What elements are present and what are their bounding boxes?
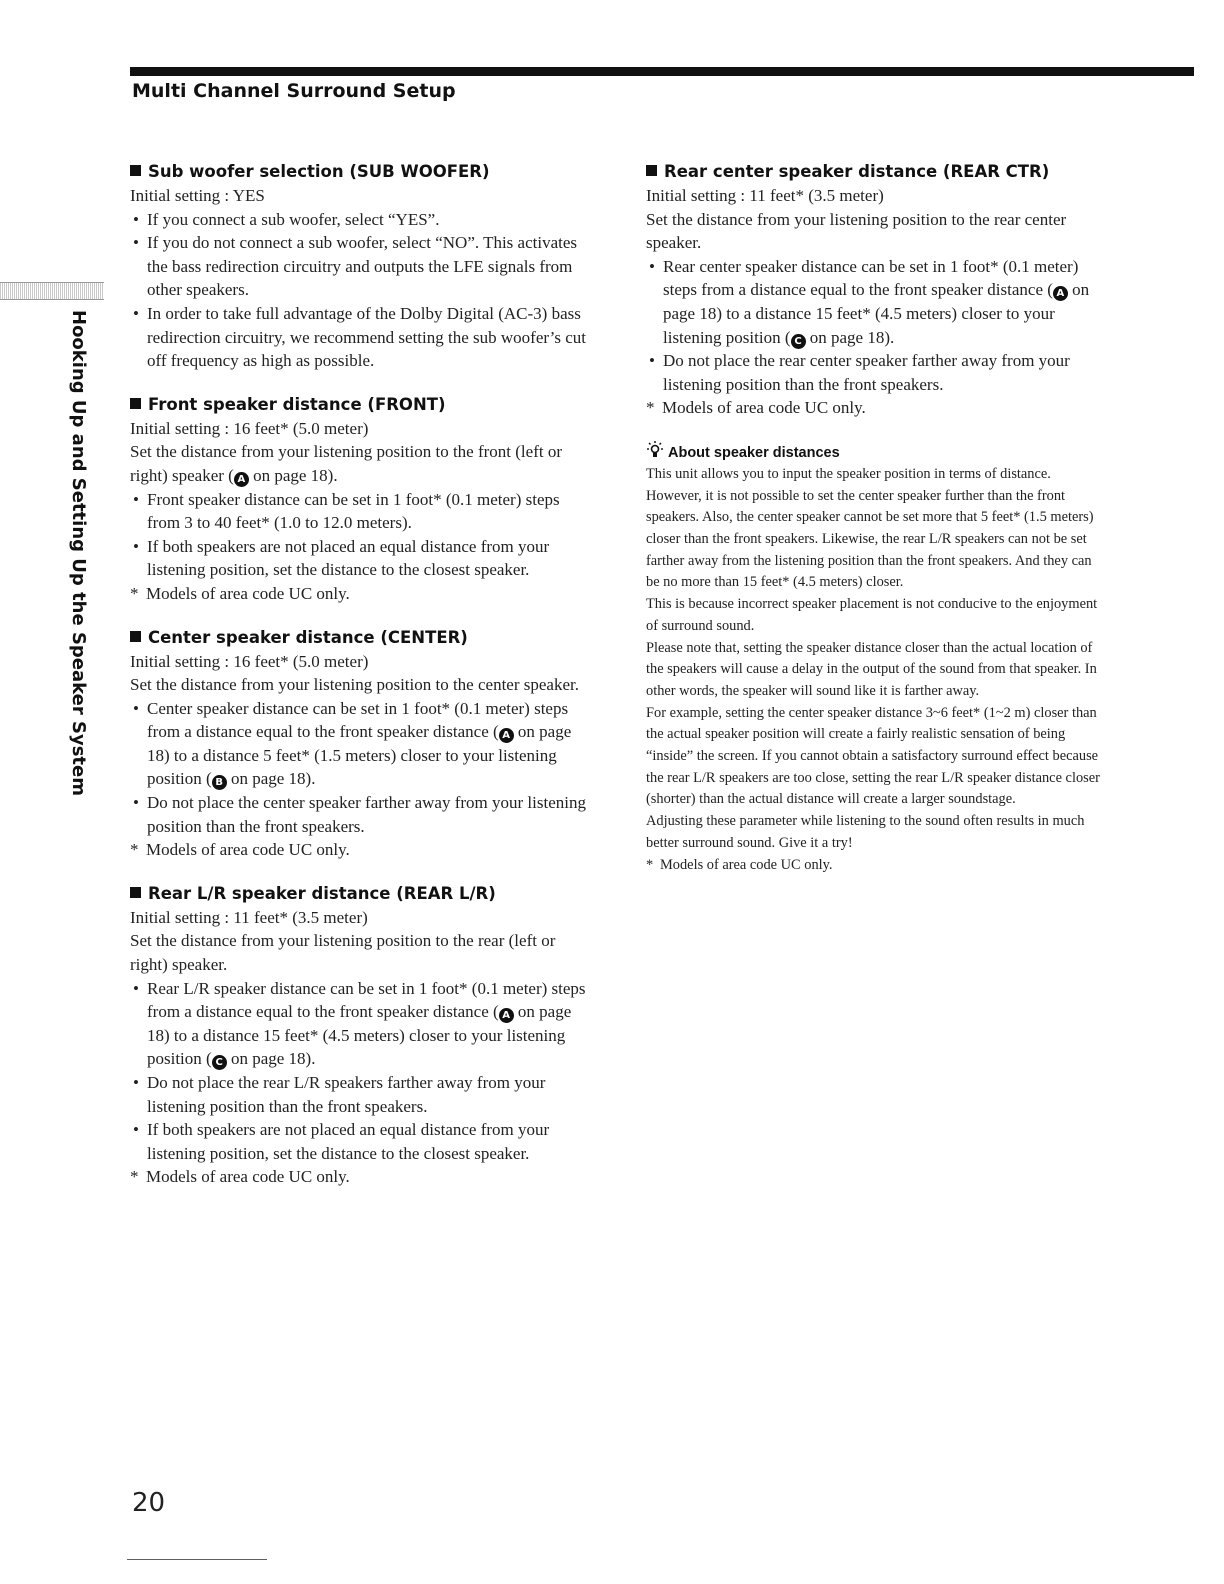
tip-paragraph: Adjusting these parameter while listening to the sound often results in much better surround sound. Give it a try! (646, 813, 1085, 851)
list-item: • Do not place the center speaker farther away from your listening position than the front speakers. (133, 793, 586, 836)
section-heading: Sub woofer selection (SUB WOOFER) (130, 160, 592, 184)
rear-center-speaker-section (646, 160, 1108, 420)
footnote: * Models of area code UC only. (646, 856, 833, 873)
section-heading: Center speaker distance (CENTER) (130, 626, 592, 650)
figure-a-marker-icon: A (234, 472, 249, 487)
list-item: • In order to take full advantage of the Dolby Digital (AC-3) bass redirection circuitry, we recommend setting the sub woofer’s cut off frequency as high as possible. (133, 303, 587, 371)
list-item: • If both speakers are not placed an equal distance from your listening position, set the distance to the closest speaker. (133, 1120, 550, 1163)
list-item: • Do not place the rear L/R speakers farther away from your listening position than the front speakers. (133, 1073, 546, 1116)
front-speaker-section (130, 393, 592, 606)
section-tab-marker (0, 282, 104, 300)
figure-c-marker-icon: C (791, 334, 806, 349)
figure-a-marker-icon: A (499, 728, 514, 743)
rear-lr-speaker-section (130, 882, 592, 1189)
list-item: • Do not place the rear center speaker farther away from your listening position than the front speakers. (649, 351, 1070, 394)
initial-setting: Initial setting : 16 feet* (5.0 meter) (130, 651, 369, 671)
list-item: • Rear center speaker distance can be set in 1 foot* (0.1 meter) steps from a distance equal to the front speaker distance ( A on page 18) to a distance 15 feet* (4.5 meters) closer to your listening position ( C on page 18). (649, 256, 1090, 347)
chapter-side-title: Hooking Up and Setting Up the Speaker System (68, 310, 89, 796)
footnote: * Models of area code UC only. (130, 840, 350, 860)
initial-setting: Initial setting : 11 feet* (3.5 meter) (130, 907, 368, 927)
page-title: Multi Channel Surround Setup (132, 80, 456, 102)
description: Set the distance from your listening position to the rear center speaker. (646, 209, 1067, 253)
square-bullet-icon (646, 165, 657, 176)
footnote: * Models of area code UC only. (130, 1167, 350, 1187)
figure-b-marker-icon: B (212, 775, 227, 790)
section-heading: Rear L/R speaker distance (REAR L/R) (130, 882, 592, 906)
list-item: • If you do not connect a sub woofer, select “NO”. This activates the bass redirection circuitry and outputs the LFE signals from other speakers. (133, 233, 578, 300)
header-rule (130, 67, 1194, 76)
left-column (130, 160, 592, 1209)
footer-line (127, 1559, 267, 1560)
sub-woofer-section (130, 160, 592, 373)
initial-setting: Initial setting : 11 feet* (3.5 meter) (646, 186, 884, 205)
list-item: • Center speaker distance can be set in 1 foot* (0.1 meter) steps from a distance equal to the front speaker distance ( A on page 18) to a distance 5 feet* (1.5 meters) closer to your listening position ( B on page 18). (133, 698, 572, 789)
square-bullet-icon (130, 398, 141, 409)
list-item: • If both speakers are not placed an equal distance from your listening position, set the distance to the closest speaker. (133, 536, 550, 580)
tip-paragraph: Please note that, setting the speaker distance closer than the actual location of the speakers will cause a delay in the output of the sound from that speaker. In other words, the speaker will sound like it is farther away. (646, 639, 1097, 699)
right-column (646, 160, 1108, 876)
list-item: • Rear L/R speaker distance can be set in 1 foot* (0.1 meter) steps from a distance equal to the front speaker distance ( A on page 18) to a distance 15 feet* (4.5 meters) closer to your listening position ( C on page 18). (133, 978, 586, 1069)
description: Set the distance from your listening position to the center speaker. (130, 675, 579, 695)
square-bullet-icon (130, 165, 141, 176)
section-heading: Rear center speaker distance (REAR CTR) (646, 160, 1108, 184)
tip-heading: About speaker distances (646, 440, 1108, 464)
figure-a-marker-icon: A (1053, 286, 1068, 301)
initial-setting: Initial setting : YES (130, 186, 265, 205)
center-speaker-section (130, 626, 592, 862)
description: Set the distance from your listening position to the rear (left or right) speaker. (130, 931, 556, 975)
page-number: 20 (132, 1488, 166, 1518)
tip-paragraph: This unit allows you to input the speaker position in terms of distance. However, it is not possible to set the center speaker further than the front speakers. Also, the center speaker cannot be set more that 5 feet* (1.5 meters) closer than the front speakers. Likewise, the rear L/R speakers can not be set farther away from the listening position than the front speakers. And they can be no more than 15 feet* (4.5 meters) closer. (646, 465, 1094, 591)
figure-c-marker-icon: C (212, 1055, 227, 1070)
section-heading: Front speaker distance (FRONT) (130, 393, 592, 417)
description: Set the distance from your listening position to the front (left or right) speaker ( A on page 18). (130, 442, 562, 485)
figure-a-marker-icon: A (499, 1008, 514, 1023)
list-item: • Front speaker distance can be set in 1 foot* (0.1 meter) steps from 3 to 40 feet* (1.0 to 12.0 meters). (133, 489, 560, 533)
list-item: • If you connect a sub woofer, select “YES”. (133, 209, 440, 229)
square-bullet-icon (130, 631, 141, 642)
tip-box (646, 440, 1108, 876)
footnote: * Models of area code UC only. (130, 583, 350, 603)
footnote: * Models of area code UC only. (646, 398, 866, 418)
lightbulb-icon (646, 440, 664, 460)
initial-setting: Initial setting : 16 feet* (5.0 meter) (130, 418, 369, 438)
square-bullet-icon (130, 887, 141, 898)
tip-paragraph: This is because incorrect speaker placement is not conducive to the enjoyment of surround sound. (646, 596, 1098, 634)
tip-paragraph: For example, setting the center speaker distance 3~6 feet* (1~2 m) closer than the actual speaker position will create a fairly realistic sensation of being “inside” the screen. If you cannot obtain a satisfactory surround effect because the rear L/R speakers are too close, setting the rear L/R speaker distance closer (shorter) than the actual distance will create a larger soundstage. (646, 704, 1100, 808)
